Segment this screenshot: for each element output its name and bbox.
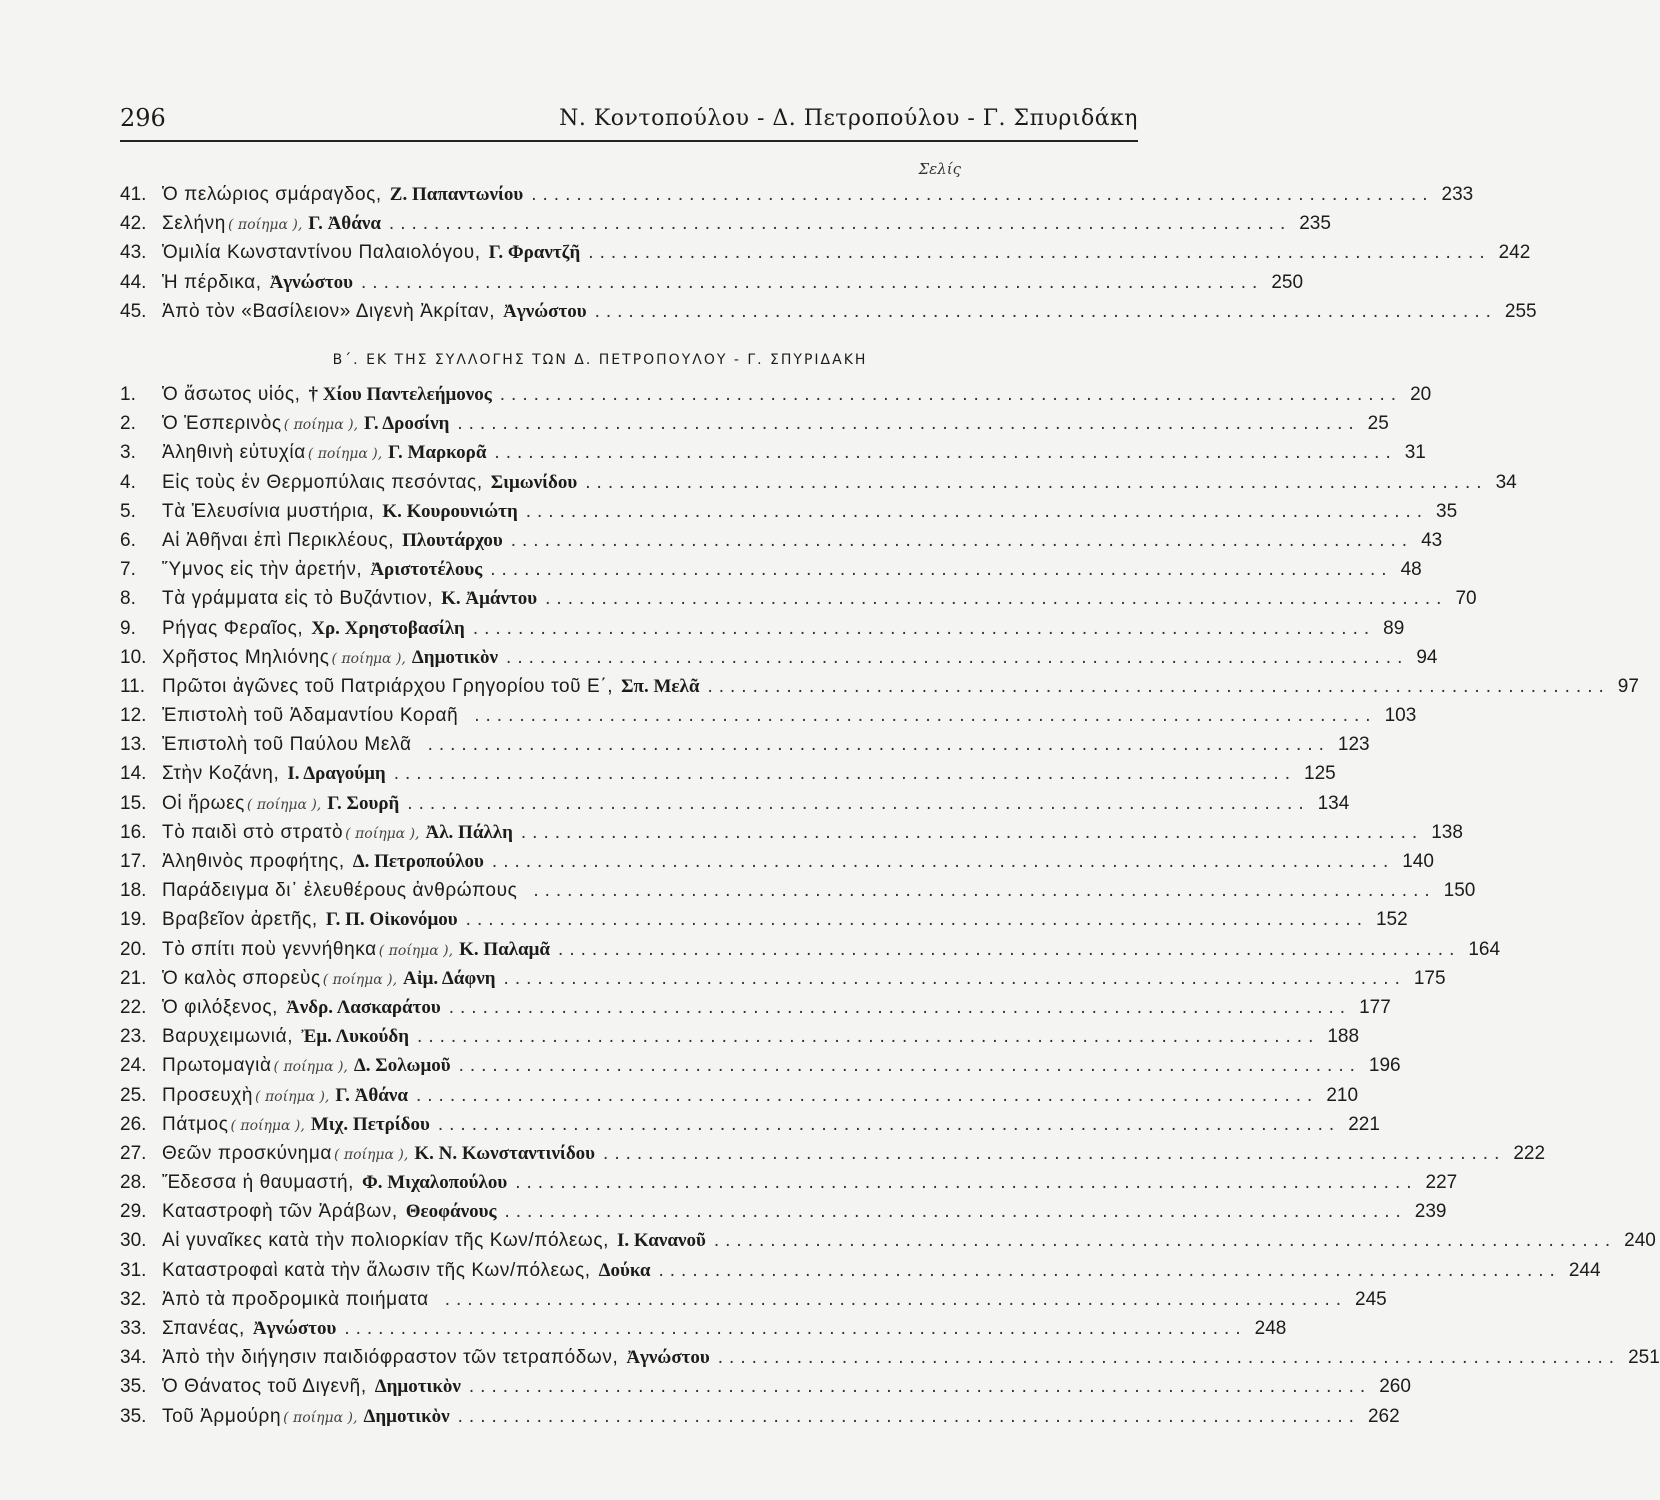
- entry-page: 48: [1400, 559, 1422, 581]
- toc-section-b: [120, 380, 1660, 1431]
- entry-number: 45.: [120, 300, 147, 322]
- entry-note: ( ποίημα ),: [227, 217, 303, 234]
- entry-author: Γ. Π. Οἰκονόμου: [325, 909, 458, 931]
- entry-author: Γ. Ἀθάνα: [308, 213, 381, 235]
- leader-dots: ................................................................................: [594, 300, 1497, 322]
- leader-dots: ................................................................................: [361, 271, 1264, 293]
- toc-entry: [120, 1110, 1380, 1139]
- leader-dots: ................................................................................: [457, 1405, 1360, 1427]
- entry-title: Προσευχὴ: [162, 1084, 254, 1106]
- entry-number: 9.: [120, 617, 136, 639]
- entry-page: 150: [1443, 880, 1476, 902]
- entry-page: 235: [1299, 213, 1331, 235]
- entry-title: Ἀπὸ τὰ προδρομικὰ ποιήματα: [162, 1288, 429, 1310]
- entry-page: 138: [1431, 821, 1463, 843]
- leader-dots: ................................................................................: [717, 1347, 1621, 1369]
- toc-entry: [120, 1314, 1287, 1343]
- entry-title: Θεῶν προσκύνημα: [162, 1142, 332, 1164]
- entry-title: Ὁ Θάνατος τοῦ Διγενῆ,: [162, 1376, 367, 1398]
- entry-page: 221: [1348, 1113, 1380, 1135]
- toc-entry: [120, 643, 1438, 672]
- entry-title: Ἀληθινὴ εὐτυχία: [162, 442, 306, 464]
- entry-number: 29.: [120, 1201, 147, 1223]
- leader-dots: ................................................................................: [504, 1201, 1407, 1223]
- entry-title: Καταστροφὴ τῶν Ἀράβων,: [162, 1201, 398, 1223]
- entry-number: 42.: [120, 213, 147, 235]
- leader-dots: ................................................................................: [503, 967, 1406, 989]
- entry-note: ( ποίημα ),: [273, 1059, 348, 1076]
- leader-dots: ................................................................................: [388, 213, 1292, 235]
- entry-number: 32.: [120, 1288, 147, 1310]
- entry-title: Ἀπὸ τὸν «Βασίλειον» Διγενὴ Ἀκρίταν,: [162, 300, 496, 322]
- entry-author: Γ. Μαρκορᾶ: [388, 442, 487, 464]
- entry-page: 134: [1317, 792, 1350, 814]
- leader-dots: ................................................................................: [515, 1172, 1418, 1194]
- leader-dots: ................................................................................: [510, 529, 1414, 551]
- entry-number: 41.: [120, 184, 147, 205]
- entry-note: ( ποίημα ),: [283, 417, 359, 434]
- entry-number: 15.: [120, 792, 147, 814]
- entry-page: 34: [1495, 471, 1517, 493]
- entry-number: 43.: [120, 242, 147, 264]
- entry-author: Σπ. Μελᾶ: [621, 675, 700, 697]
- toc-section-a: [120, 180, 1537, 326]
- entry-title: Ὁ ἄσωτος υἱός,: [162, 384, 301, 405]
- entry-page: 260: [1379, 1376, 1411, 1398]
- entry-author: Ἀλ. Πάλλη: [425, 821, 513, 843]
- entry-number: 4.: [120, 471, 136, 493]
- entry-author: † Χίου Παντελεήμονος: [308, 384, 492, 405]
- entry-author: Ἀγνώστου: [252, 1318, 337, 1339]
- entry-title: Πάτμος: [162, 1113, 229, 1135]
- entry-title: Ὁ καλὸς σπορεὺς: [162, 967, 321, 989]
- entry-note: ( ποίημα ),: [345, 825, 420, 842]
- leader-dots: ................................................................................: [417, 1026, 1320, 1048]
- entry-author: Γ. Δροσίνη: [364, 413, 450, 435]
- entry-title: Ὕμνος εἰς τὴν ἀρετήν,: [162, 559, 363, 581]
- entry-number: 28.: [120, 1172, 147, 1194]
- entry-page: 35: [1436, 500, 1458, 522]
- entry-page: 25: [1367, 413, 1389, 435]
- entry-author: Δούκα: [598, 1259, 651, 1281]
- toc-entry: [120, 876, 1476, 905]
- entry-title: Αἱ γυναῖκες κατὰ τὴν πολιορκίαν τῆς Κων/πόλεως,: [162, 1230, 609, 1252]
- entry-title: Στὴν Κοζάνη,: [162, 763, 280, 785]
- toc-entry: [120, 584, 1477, 613]
- entry-page: 262: [1367, 1405, 1400, 1427]
- entry-number: 1.: [120, 384, 136, 405]
- toc-entry: [120, 1256, 1601, 1285]
- entry-page: 248: [1254, 1318, 1287, 1339]
- entry-note: ( ποίημα ),: [378, 942, 454, 959]
- toc-entry: [120, 1022, 1360, 1051]
- entry-page: 43: [1421, 529, 1443, 551]
- leader-dots: ................................................................................: [416, 1084, 1319, 1106]
- entry-number: 5.: [120, 500, 136, 522]
- entry-number: 26.: [120, 1113, 147, 1135]
- toc-entry: [120, 526, 1443, 555]
- leader-dots: ................................................................................: [472, 617, 1376, 639]
- entry-page: 239: [1414, 1201, 1447, 1223]
- entry-author: Κ. Κουρουνιώτη: [382, 500, 518, 522]
- leader-dots: ................................................................................: [713, 1230, 1617, 1252]
- entry-number: 16.: [120, 821, 147, 843]
- entry-page: 164: [1468, 938, 1501, 960]
- entry-page: 210: [1326, 1084, 1359, 1106]
- leader-dots: ................................................................................: [427, 734, 1330, 756]
- entry-title: Τὰ Ἐλευσίνια μυστήρια,: [162, 500, 375, 522]
- entry-page: 233: [1441, 184, 1474, 205]
- toc-entry: [120, 935, 1501, 964]
- entry-number: 17.: [120, 851, 147, 872]
- entry-title: Ἀληθινὸς προφήτης,: [162, 851, 345, 872]
- leader-dots: ................................................................................: [407, 792, 1310, 814]
- entry-author: Χρ. Χρηστοβασίλη: [311, 617, 465, 639]
- entry-author: Δ. Σολωμοῦ: [353, 1055, 451, 1077]
- entry-author: Ἀγνώστου: [626, 1347, 710, 1369]
- page-column-label: Σελίς: [918, 160, 961, 178]
- entry-number: 18.: [120, 880, 147, 902]
- entry-page: 188: [1327, 1026, 1360, 1048]
- entry-author: Ζ. Παπαντωνίου: [389, 184, 524, 205]
- toc-entry: [120, 268, 1304, 297]
- entry-page: 222: [1513, 1142, 1546, 1164]
- entry-page: 31: [1404, 442, 1426, 464]
- entry-note: ( ποίημα ),: [255, 1088, 330, 1105]
- leader-dots: ................................................................................: [448, 996, 1352, 1018]
- section-b-title: Β΄. ΕΚ ΤΗΣ ΣΥΛΛΟΓΗΣ ΤΩΝ Δ. ΠΕΤΡΟΠΟΥΛΟΥ - Γ. ΣΠΥΡΙΔΑΚΗ: [332, 352, 868, 368]
- toc-entry: [120, 438, 1426, 467]
- entry-page: 240: [1624, 1230, 1656, 1252]
- entry-note: ( ποίημα ),: [246, 796, 322, 813]
- entry-title: Ἐπιστολὴ τοῦ Ἀδαμαντίου Κοραῆ: [162, 705, 459, 727]
- entry-number: 34.: [120, 1347, 147, 1369]
- leader-dots: ................................................................................: [444, 1288, 1348, 1310]
- toc-entry: [120, 905, 1408, 934]
- toc-entry: [120, 1285, 1387, 1314]
- entry-title: Πρῶτοι ἀγῶνες τοῦ Πατριάρχου Γρηγορίου τοῦ Ε΄,: [162, 675, 614, 697]
- entry-note: ( ποίημα ),: [230, 1117, 305, 1134]
- entry-number: 33.: [120, 1318, 147, 1339]
- entry-page: 250: [1271, 271, 1304, 293]
- entry-title: Καταστροφαὶ κατὰ τὴν ἅλωσιν τῆς Κων/πόλεως,: [162, 1259, 591, 1281]
- entry-author: Κ. Ἀμάντου: [441, 588, 538, 610]
- entry-number: 35.: [120, 1376, 147, 1398]
- entry-title: Τὸ παιδὶ στὸ στρατὸ: [162, 821, 344, 843]
- entry-number: 10.: [120, 646, 147, 668]
- entry-number: 21.: [120, 967, 147, 989]
- entry-title: Ἀπὸ τὴν διήγησιν παιδιόφραστον τῶν τετραπόδων,: [162, 1347, 619, 1369]
- entry-author: Ἀνδρ. Λασκαράτου: [286, 996, 441, 1018]
- entry-title: Σελήνη: [162, 213, 226, 235]
- entry-number: 8.: [120, 588, 136, 610]
- entry-author: Ι. Κανανοῦ: [617, 1230, 706, 1252]
- entry-author: Δημοτικὸν: [374, 1376, 461, 1398]
- toc-entry: [120, 1343, 1660, 1372]
- leader-dots: ................................................................................: [506, 646, 1409, 668]
- leader-dots: ................................................................................: [344, 1318, 1247, 1339]
- leader-dots: ................................................................................: [558, 938, 1461, 960]
- toc-entry: [120, 1081, 1359, 1110]
- entry-title: Ρήγας Φεραῖος,: [162, 617, 304, 639]
- entry-author: Δημοτικὸν: [363, 1405, 450, 1427]
- entry-number: 3.: [120, 442, 136, 464]
- entry-number: 20.: [120, 938, 147, 960]
- entry-number: 6.: [120, 529, 136, 551]
- entry-page: 94: [1416, 646, 1438, 668]
- entry-title: Αἱ Ἀθῆναι ἐπὶ Περικλέους,: [162, 529, 395, 551]
- leader-dots: ................................................................................: [468, 1376, 1372, 1398]
- toc-entry: [120, 1051, 1401, 1080]
- entry-author: Κ. Παλαμᾶ: [459, 938, 551, 960]
- entry-number: 22.: [120, 996, 147, 1018]
- entry-title: Ὁ φιλόξενος,: [162, 996, 278, 1018]
- entry-number: 27.: [120, 1142, 147, 1164]
- entry-page: 70: [1455, 588, 1477, 610]
- entry-author: Γ. Ἀθάνα: [335, 1084, 408, 1106]
- entry-page: 140: [1402, 851, 1434, 872]
- leader-dots: ................................................................................: [520, 821, 1424, 843]
- entry-number: 14.: [120, 763, 147, 785]
- toc-entry: [120, 209, 1331, 238]
- entry-page: 245: [1355, 1288, 1387, 1310]
- entry-number: 7.: [120, 559, 136, 581]
- leader-dots: ................................................................................: [499, 384, 1403, 405]
- entry-author: Ἐμ. Λυκούδη: [301, 1026, 410, 1048]
- entry-note: ( ποίημα ),: [331, 650, 406, 667]
- entry-title: Βαρυχειμωνιά,: [162, 1026, 294, 1048]
- entry-author: Αἰμ. Δάφνη: [403, 967, 496, 989]
- entry-note: ( ποίημα ),: [333, 1146, 409, 1163]
- entry-author: Ἀγνώστου: [503, 300, 587, 322]
- entry-number: 35.: [120, 1405, 147, 1427]
- toc-entry: [120, 1168, 1458, 1197]
- toc-entry: [120, 468, 1517, 497]
- entry-page: 175: [1413, 967, 1446, 989]
- entry-author: Δημοτικὸν: [411, 646, 499, 668]
- entry-number: 31.: [120, 1259, 147, 1281]
- entry-author: Δ. Πετροπούλου: [352, 851, 484, 872]
- entry-title: Οἱ ἥρωες: [162, 792, 245, 814]
- entry-number: 44.: [120, 271, 147, 293]
- entry-title: Παράδειγμα δι᾽ ἐλευθέρους ἀνθρώπους: [162, 880, 518, 902]
- leader-dots: ................................................................................: [545, 588, 1448, 610]
- toc-entry: [120, 818, 1463, 847]
- entry-number: 2.: [120, 413, 136, 435]
- toc-entry: [120, 297, 1537, 326]
- toc-entry: [120, 672, 1639, 701]
- entry-author: Γ. Φραντζῆ: [488, 242, 581, 264]
- entry-number: 13.: [120, 734, 147, 756]
- toc-entry: [120, 847, 1434, 876]
- toc-entry: [120, 555, 1422, 584]
- entry-page: 97: [1617, 675, 1639, 697]
- entry-author: Θεοφάνους: [405, 1201, 497, 1223]
- entry-number: 25.: [120, 1084, 147, 1106]
- running-head-authors: Ν. Κοντοπούλου - Δ. Πετροπούλου - Γ. Σπυριδάκη: [559, 106, 1138, 131]
- entry-title: Ἡ πέρδικα,: [162, 271, 262, 293]
- entry-title: Ὁμιλία Κωνσταντίνου Παλαιολόγου,: [162, 242, 481, 264]
- entry-page: 242: [1498, 242, 1531, 264]
- leader-dots: ................................................................................: [437, 1113, 1341, 1135]
- entry-number: 12.: [120, 705, 147, 727]
- entry-title: Τὰ γράμματα εἰς τὸ Βυζάντιον,: [162, 588, 434, 610]
- leader-dots: ................................................................................: [465, 909, 1368, 931]
- page-number: 296: [120, 104, 166, 132]
- entry-page: 152: [1375, 909, 1408, 931]
- entry-author: Σιμωνίδου: [490, 471, 578, 493]
- toc-entry: [120, 180, 1474, 209]
- entry-title: Χρῆστος Μηλιόνης: [162, 646, 330, 668]
- entry-title: Ὁ Ἑσπερινὸς: [162, 413, 282, 435]
- entry-page: 227: [1425, 1172, 1458, 1194]
- leader-dots: ................................................................................: [494, 442, 1397, 464]
- leader-dots: ................................................................................: [531, 184, 1434, 205]
- toc-entry: [120, 730, 1370, 759]
- toc-entry: [120, 497, 1458, 526]
- entry-note: ( ποίημα ),: [283, 1409, 358, 1426]
- entry-author: Φ. Μιχαλοπούλου: [362, 1172, 508, 1194]
- leader-dots: ................................................................................: [658, 1259, 1561, 1281]
- toc-entry: [120, 409, 1389, 438]
- entry-number: 24.: [120, 1055, 147, 1077]
- entry-title: Ἐπιστολὴ τοῦ Παύλου Μελᾶ: [162, 734, 412, 756]
- leader-dots: ................................................................................: [603, 1142, 1506, 1164]
- leader-dots: ................................................................................: [585, 471, 1488, 493]
- entry-page: 89: [1383, 617, 1405, 639]
- leader-dots: ................................................................................: [707, 675, 1610, 697]
- entry-author: Ι. Δραγούμη: [287, 763, 386, 785]
- entry-author: Ἀγνώστου: [269, 271, 354, 293]
- entry-title: Σπανέας,: [162, 1318, 245, 1339]
- entry-page: 244: [1568, 1259, 1601, 1281]
- toc-entry: [120, 964, 1446, 993]
- toc-entry: [120, 380, 1432, 409]
- leader-dots: ................................................................................: [458, 1055, 1361, 1077]
- leader-dots: ................................................................................: [491, 851, 1395, 872]
- leader-dots: ................................................................................: [525, 500, 1429, 522]
- toc-entry: [120, 614, 1405, 643]
- toc-entry: [120, 1139, 1546, 1168]
- entry-page: 255: [1504, 300, 1537, 322]
- entry-author: Πλουτάρχου: [402, 529, 503, 551]
- leader-dots: ................................................................................: [474, 705, 1377, 727]
- entry-page: 20: [1410, 384, 1432, 405]
- entry-title: Εἰς τοὺς ἐν Θερμοπύλαις πεσόντας,: [162, 471, 483, 493]
- entry-title: Τὸ σπίτι ποὺ γεννήθηκα: [162, 938, 377, 960]
- entry-number: 19.: [120, 909, 147, 931]
- entry-author: Γ. Σουρῆ: [327, 792, 400, 814]
- toc-entry: [120, 993, 1391, 1022]
- entry-page: 177: [1359, 996, 1391, 1018]
- entry-note: ( ποίημα ),: [322, 971, 398, 988]
- entry-note: ( ποίημα ),: [307, 446, 383, 463]
- toc-entry: [120, 701, 1417, 730]
- toc-entry: [120, 238, 1531, 267]
- entry-title: Τοῦ Ἀρμούρη: [162, 1405, 282, 1427]
- entry-title: Πρωτομαγιὰ: [162, 1055, 272, 1077]
- entry-number: 23.: [120, 1026, 147, 1048]
- entry-page: 251: [1628, 1347, 1660, 1369]
- entry-page: 123: [1337, 734, 1370, 756]
- entry-number: 30.: [120, 1230, 147, 1252]
- toc-entry: [120, 1402, 1400, 1431]
- entry-title: Ἔδεσσα ἡ θαυμαστή,: [162, 1172, 354, 1194]
- leader-dots: ................................................................................: [490, 559, 1393, 581]
- toc-entry: [120, 789, 1350, 818]
- page-header: [120, 100, 1138, 142]
- leader-dots: ................................................................................: [393, 763, 1296, 785]
- entry-page: 196: [1368, 1055, 1401, 1077]
- leader-dots: ................................................................................: [533, 880, 1436, 902]
- leader-dots: ................................................................................: [457, 413, 1360, 435]
- toc-entry: [120, 759, 1336, 788]
- toc-entry: [120, 1372, 1411, 1401]
- entry-title: Ὁ πελώριος σμάραγδος,: [162, 184, 382, 205]
- toc-entry: [120, 1197, 1447, 1226]
- entry-page: 125: [1304, 763, 1336, 785]
- leader-dots: ................................................................................: [588, 242, 1491, 264]
- entry-number: 11.: [120, 675, 146, 697]
- entry-author: Κ. Ν. Κωνσταντινίδου: [414, 1142, 596, 1164]
- entry-author: Ἀριστοτέλους: [370, 559, 483, 581]
- entry-author: Μιχ. Πετρίδου: [310, 1113, 430, 1135]
- entry-title: Βραβεῖον ἀρετῆς,: [162, 909, 318, 931]
- entry-page: 103: [1384, 705, 1417, 727]
- toc-entry: [120, 1226, 1656, 1255]
